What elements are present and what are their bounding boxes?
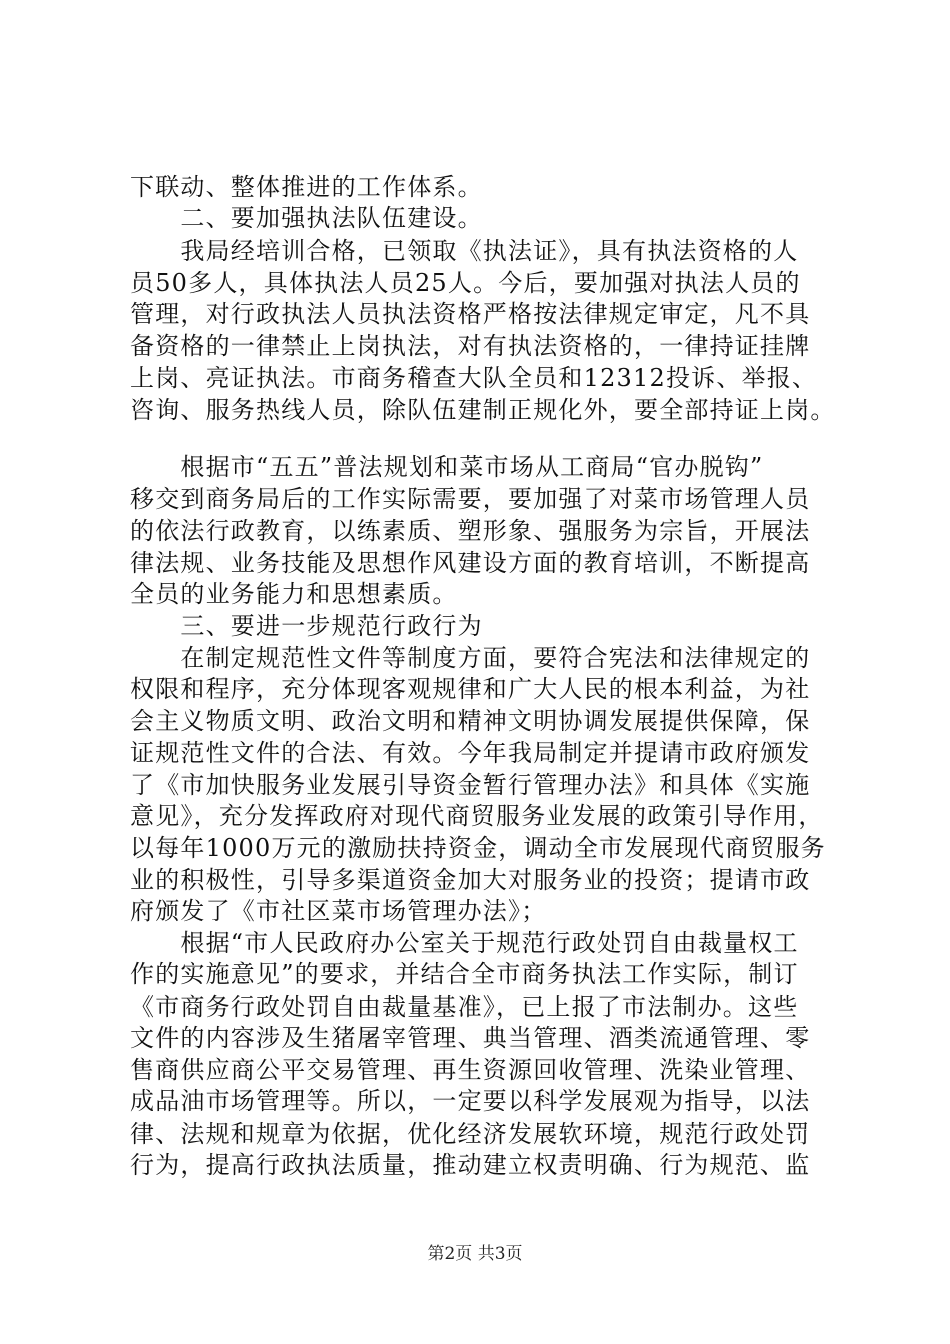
text-line: 意见》，充分发挥政府对现代商贸服务业发展的政策引导作用， bbox=[130, 802, 824, 831]
text-line: 售商供应商公平交易管理、再生资源回收管理、洗染业管理、 bbox=[130, 1056, 811, 1085]
text-line: 证规范性文件的合法、有效。今年我局制定并提请市政府颁发 bbox=[130, 738, 811, 767]
text-line: 律、法规和规章为依据，优化经济发展软环境，规范行政处罚 bbox=[130, 1119, 811, 1148]
text-line: 我局经培训合格，已领取《执法证》，具有执法资格的人 bbox=[130, 236, 799, 265]
text-line: 移交到商务局后的工作实际需要，要加强了对菜市场管理人员 bbox=[130, 485, 811, 514]
text-line: 根据市“五五”普法规划和菜市场从工商局“官办脱钩” bbox=[130, 453, 764, 482]
text-line: 全员的业务能力和思想素质。 bbox=[130, 580, 458, 609]
text-line: 行为，提高行政执法质量，推动建立权责明确、行为规范、监 bbox=[130, 1151, 811, 1179]
text-line: 权限和程序，充分体现客观规律和广大人民的根本利益，为社 bbox=[130, 675, 811, 704]
text-line: 员50多人，具体执法人员25人。今后，要加强对执法人员的 bbox=[130, 268, 801, 297]
text-line: 下联动、整体推进的工作体系。 bbox=[130, 173, 483, 201]
page-footer: 第2页 共3页 bbox=[427, 1244, 523, 1264]
section-heading: 三、要进一步规范行政行为 bbox=[130, 611, 483, 640]
text-line: 备资格的一律禁止上岗执法，对有执法资格的，一律持证挂牌 bbox=[130, 332, 811, 361]
text-line: 《市商务行政处罚自由裁量基准》，已上报了市法制办。这些 bbox=[130, 992, 799, 1021]
text-line: 文件的内容涉及生猪屠宰管理、典当管理、酒类流通管理、零 bbox=[130, 1023, 811, 1052]
text-line: 以每年1000万元的激励扶持资金，调动全市发展现代商贸服务 bbox=[130, 834, 826, 863]
text-line: 上岗、亮证执法。市商务稽查大队全员和12312投诉、举报、 bbox=[130, 363, 818, 392]
text-line: 咨询、服务热线人员，除队伍建制正规化外，要全部持证上岗。 bbox=[130, 395, 836, 424]
text-line: 业的积极性，引导多渠道资金加大对服务业的投资；提请市政 bbox=[130, 865, 811, 894]
text-line: 的依法行政教育，以练素质、塑形象、强服务为宗旨，开展法 bbox=[130, 516, 811, 545]
text-line: 成品油市场管理等。所以，一定要以科学发展观为指导，以法 bbox=[130, 1087, 811, 1116]
text-line: 作的实施意见”的要求，并结合全市商务执法工作实际，制订 bbox=[130, 960, 799, 989]
section-heading: 二、要加强执法队伍建设。 bbox=[130, 204, 483, 233]
text-line: 在制定规范性文件等制度方面，要符合宪法和法律规定的 bbox=[130, 643, 811, 672]
text-line: 根据“市人民政府办公室关于规范行政处罚自由裁量权工 bbox=[130, 929, 799, 958]
text-line: 会主义物质文明、政治文明和精神文明协调发展提供保障，保 bbox=[130, 707, 811, 736]
text-line: 管理，对行政执法人员执法资格严格按法律规定审定，凡不具 bbox=[130, 300, 811, 329]
text-line: 律法规、业务技能及思想作风建设方面的教育培训，不断提高 bbox=[130, 548, 811, 577]
text-line: 了《市加快服务业发展引导资金暂行管理办法》和具体《实施 bbox=[130, 770, 811, 799]
text-line: 府颁发了《市社区菜市场管理办法》； bbox=[130, 896, 547, 925]
